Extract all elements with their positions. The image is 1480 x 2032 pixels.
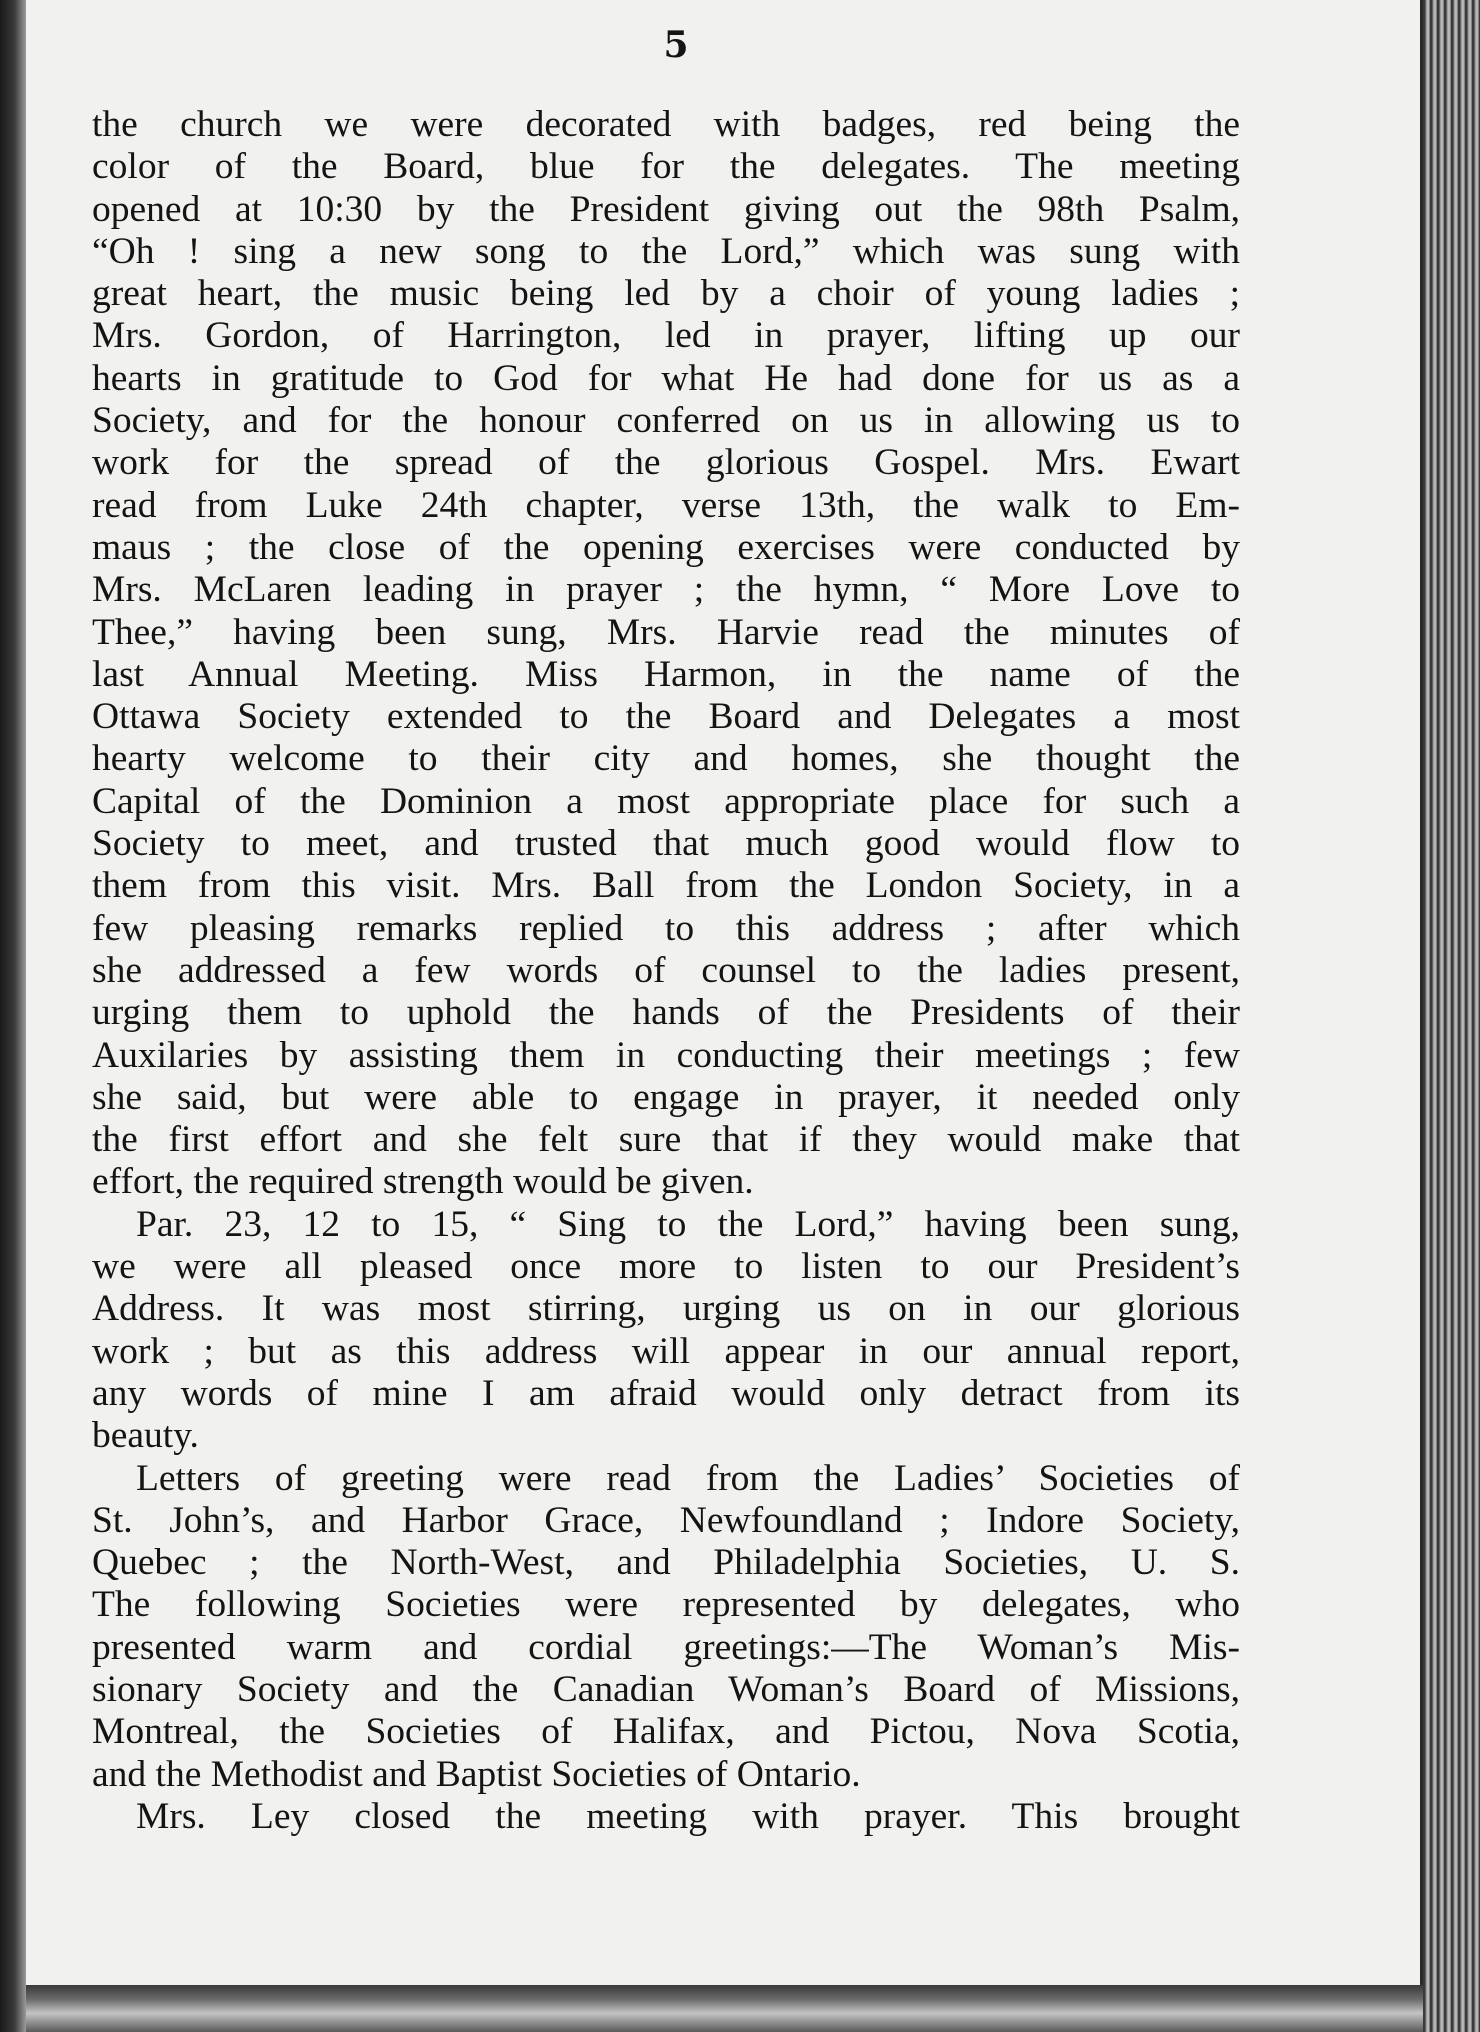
paragraph	[92, 1796, 1240, 1838]
text-line: Society to meet, and trusted that much good would flow to	[92, 823, 1240, 865]
text-line: maus ; the close of the opening exercises were conducted by	[92, 526, 1240, 568]
text-line: hearty welcome to their city and homes, she thought the	[92, 738, 1240, 780]
text-line: Mrs. Ley closed the meeting with prayer. This brought	[136, 1795, 1240, 1837]
text-line: Mrs. Gordon, of Harrington, led in prayer, lifting up our	[92, 315, 1240, 357]
text-line: them from this visit. Mrs. Ball from the London Society, in a	[92, 865, 1240, 907]
paragraph	[92, 1204, 1240, 1458]
text-line: we were all pleased once more to listen to our President’s	[92, 1246, 1240, 1288]
text-line: hearts in gratitude to God for what He had done for us as a	[92, 357, 1240, 399]
text-line: any words of mine I am afraid would only detract from its	[92, 1372, 1240, 1414]
text-line: Mrs. McLaren leading in prayer ; the hymn, “ More Love to	[92, 569, 1240, 611]
text-line: great heart, the music being led by a choir of young ladies ;	[92, 273, 1240, 315]
text-line: the first effort and she felt sure that if they would make that	[92, 1119, 1240, 1161]
text-line: sionary Society and the Canadian Woman’s Board of Missions,	[92, 1668, 1240, 1710]
text-line: color of the Board, blue for the delegates. The meeting	[92, 146, 1240, 188]
text-line: few pleasing remarks replied to this address ; after which	[92, 907, 1240, 949]
text-line: the church we were decorated with badges, red being the	[92, 104, 1240, 145]
paragraph	[92, 1458, 1240, 1796]
binding-shadow	[0, 0, 26, 2032]
text-line: opened at 10:30 by the President giving out the 98th Psalm,	[92, 188, 1240, 230]
text-line: Letters of greeting were read from the Ladies’ Societies of	[136, 1457, 1240, 1499]
text-line: effort, the required strength would be given.	[92, 1161, 754, 1203]
text-line: The following Societies were represented by delegates, who	[92, 1584, 1240, 1626]
text-line: she said, but were able to engage in prayer, it needed only	[92, 1076, 1240, 1118]
text-line: beauty.	[92, 1415, 199, 1457]
page-number: 5	[663, 24, 689, 66]
text-line: presented warm and cordial greetings:—The Woman’s Mis-	[92, 1626, 1240, 1668]
text-line: Quebec ; the North-West, and Philadelphia Societies, U. S.	[92, 1542, 1240, 1584]
page-stack-edges	[1423, 0, 1480, 2032]
text-line: work for the spread of the glorious Gospel. Mrs. Ewart	[92, 442, 1240, 484]
text-line: Capital of the Dominion a most appropriate place for such a	[92, 780, 1240, 822]
book-page	[26, 0, 1423, 1985]
text-line: Auxilaries by assisting them in conducting their meetings ; few	[92, 1034, 1240, 1076]
text-line: Society, and for the honour conferred on us in allowing us to	[92, 400, 1240, 442]
bottom-page-edge	[26, 1985, 1423, 2032]
text-line: St. John’s, and Harbor Grace, Newfoundland ; Indore Society,	[92, 1499, 1240, 1541]
text-line: and the Methodist and Baptist Societies of Ontario.	[92, 1753, 861, 1795]
body-text	[92, 104, 1240, 1838]
text-line: read from Luke 24th chapter, verse 13th, the walk to Em-	[92, 484, 1240, 526]
text-line: Thee,” having been sung, Mrs. Harvie read the minutes of	[92, 611, 1240, 653]
text-line: Montreal, the Societies of Halifax, and Pictou, Nova Scotia,	[92, 1711, 1240, 1753]
text-line: Par. 23, 12 to 15, “ Sing to the Lord,” having been sung,	[136, 1203, 1240, 1245]
paragraph	[92, 104, 1240, 1204]
text-line: she addressed a few words of counsel to the ladies present,	[92, 949, 1240, 991]
text-line: Address. It was most stirring, urging us on in our glorious	[92, 1288, 1240, 1330]
text-line: work ; but as this address will appear in our annual report,	[92, 1330, 1240, 1372]
text-line: Ottawa Society extended to the Board and Delegates a most	[92, 696, 1240, 738]
text-line: last Annual Meeting. Miss Harmon, in the name of the	[92, 653, 1240, 695]
text-line: urging them to uphold the hands of the Presidents of their	[92, 992, 1240, 1034]
text-line: “Oh ! sing a new song to the Lord,” which was sung with	[92, 230, 1240, 272]
